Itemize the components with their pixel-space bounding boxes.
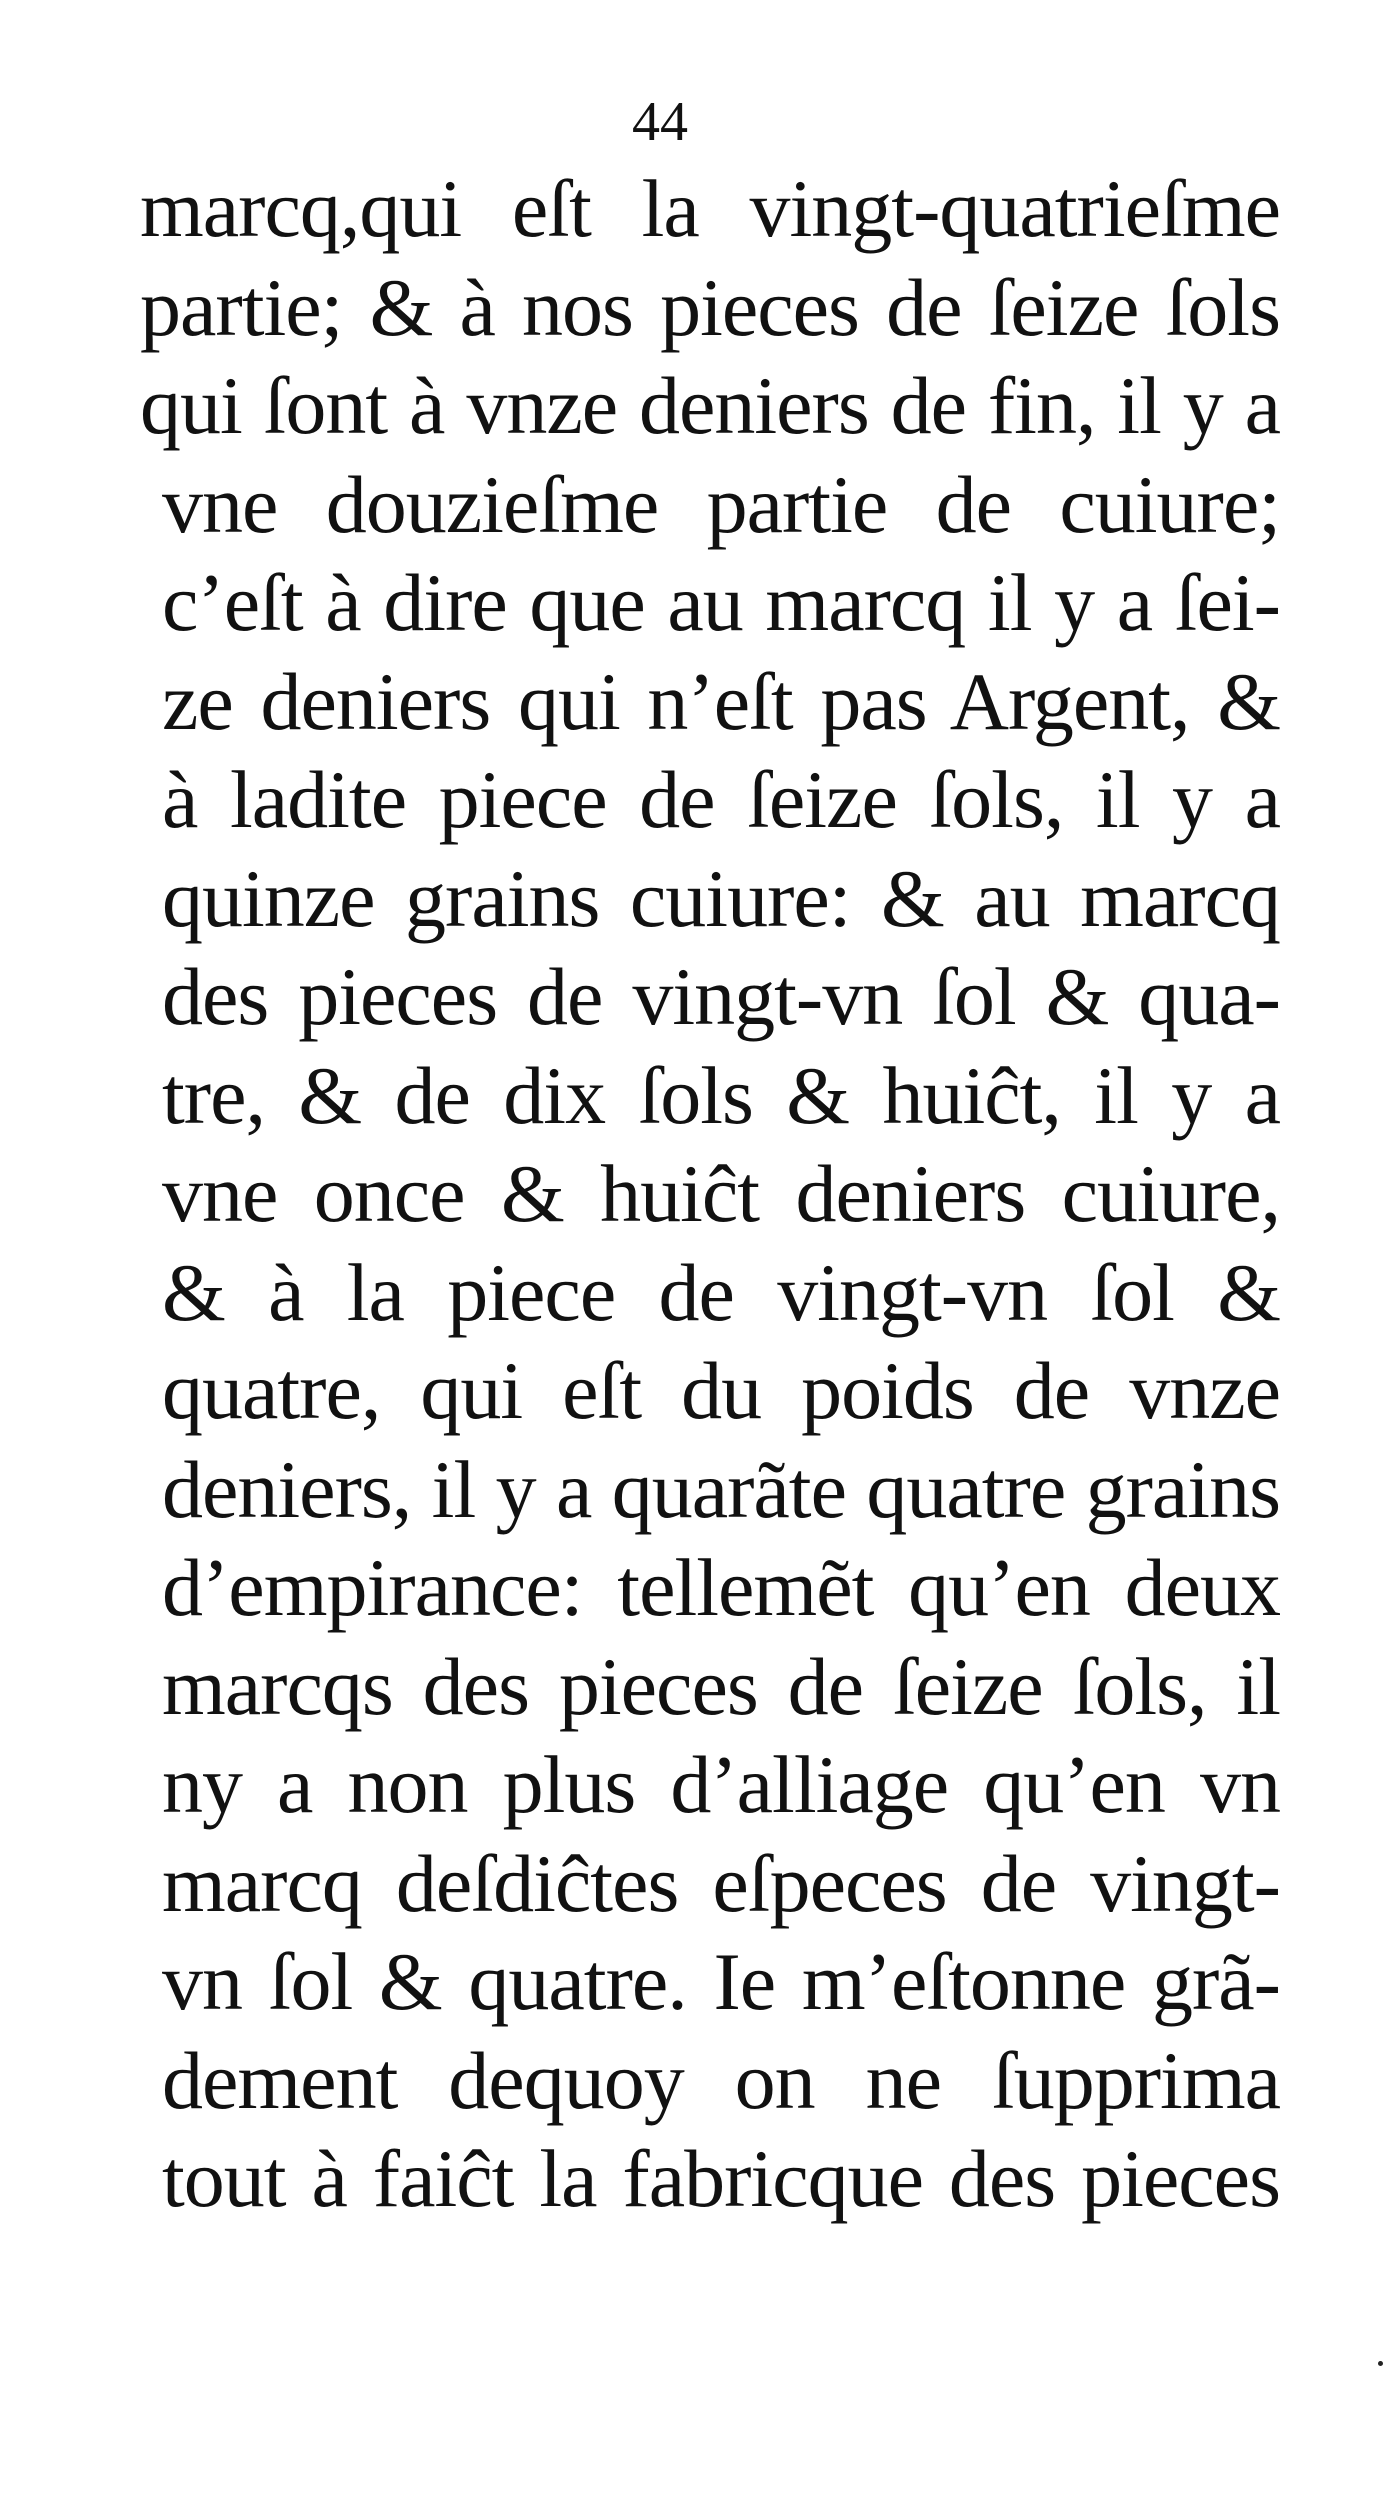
text-line-5: c’eſt à dire que au marcq il y a ſei- <box>162 557 1280 648</box>
text-line-20: dement dequoy on ne ſupprima <box>162 2034 1280 2126</box>
text-line-16: marcqs des pieces de ſeize ſols, il <box>162 1640 1280 1732</box>
text-line-10: tre, & de dix ſols & huiĉt, il y a <box>162 1049 1280 1141</box>
text-line-4: vne douzieſme partie de cuiure; <box>162 458 1280 550</box>
text-line-14: deniers, il y a quarãte quatre grains <box>162 1443 1280 1535</box>
page-number: 44 <box>632 91 688 153</box>
text-line-7: à ladite piece de ſeize ſols, il y a <box>162 754 1280 845</box>
text-line-12: & à la piece de vingt-vn ſol & <box>162 1246 1280 1338</box>
text-line-18: marcq deſdiĉtes eſpeces de vingt- <box>162 1837 1280 1929</box>
text-line-15: d’empirance: tellemẽt qu’en deux <box>162 1542 1280 1633</box>
text-line-9: des pieces de vingt-vn ſol & qua- <box>162 951 1280 1042</box>
text-line-13: quatre, qui eſt du poids de vnze <box>162 1345 1280 1436</box>
text-line-17: ny a non plus d’alliage qu’en vn <box>162 1739 1280 1830</box>
text-line-6: ze deniers qui n’eſt pas Argent, & <box>162 655 1280 747</box>
text-line-21: tout à faiĉt la fabricque des pieces <box>162 2133 1280 2224</box>
text-line-1: marcq,qui eſt la vingt-quatrieſme <box>140 163 1280 254</box>
ink-speck <box>1378 2361 1383 2366</box>
body-text <box>140 160 1280 2229</box>
text-line-3: qui ſont à vnze deniers de fin, il y a <box>140 360 1280 451</box>
text-line-8: quinze grains cuiure: & au marcq <box>162 852 1280 944</box>
text-line-2: partie; & à nos pieces de ſeize ſols <box>140 261 1280 353</box>
text-line-11: vne once & huiĉt deniers cuiure, <box>162 1148 1280 1239</box>
text-line-19: vn ſol & quatre. Ie m’eſtonne grã- <box>162 1936 1280 2027</box>
